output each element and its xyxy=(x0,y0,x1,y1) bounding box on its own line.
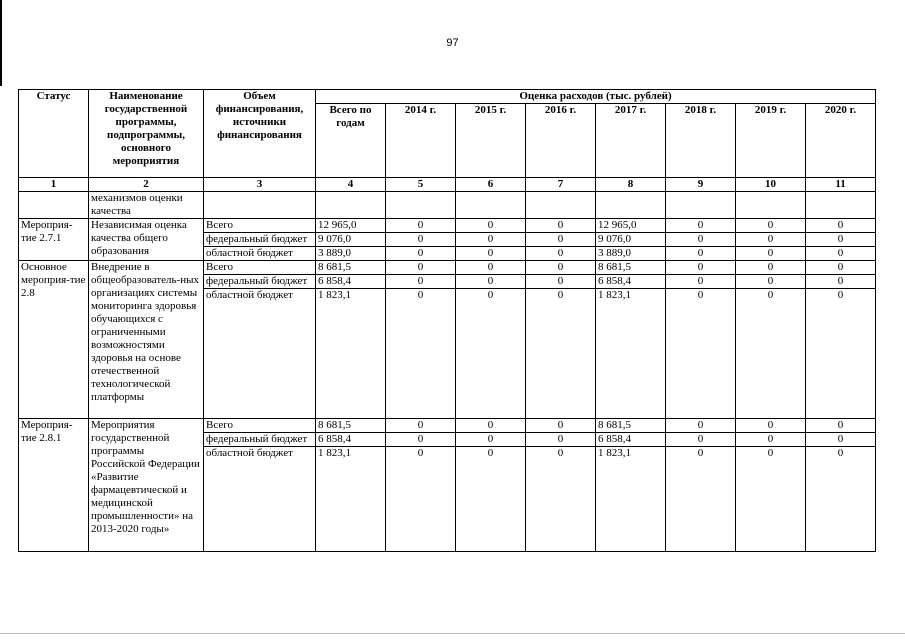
cell-year-value: 0 xyxy=(806,275,876,289)
cell-year-value: 0 xyxy=(666,247,736,261)
cell-total: 6 858,4 xyxy=(316,433,386,447)
cell-year-value: 0 xyxy=(736,233,806,247)
row-funding-source: областной бюджет xyxy=(204,247,316,261)
cell-year-value: 0 xyxy=(386,289,456,419)
cell-year-value: 0 xyxy=(456,447,526,552)
column-number: 3 xyxy=(204,178,316,192)
cell-year-value: 0 xyxy=(526,289,596,419)
cell-total: 9 076,0 xyxy=(316,233,386,247)
cell-year-value: 0 xyxy=(456,247,526,261)
empty-cell xyxy=(204,192,316,219)
continuation-row xyxy=(19,192,876,219)
row-funding-source: Всего xyxy=(204,419,316,433)
empty-cell xyxy=(386,192,456,219)
row-funding-source: федеральный бюджет xyxy=(204,275,316,289)
cell-year-value: 0 xyxy=(736,447,806,552)
cell-year-value: 6 858,4 xyxy=(596,275,666,289)
row-funding-source: Всего xyxy=(204,219,316,233)
cell-total: 3 889,0 xyxy=(316,247,386,261)
cell-year-value: 0 xyxy=(736,289,806,419)
header-total: Всего по годам xyxy=(316,104,386,178)
cell-year-value: 0 xyxy=(526,219,596,233)
cell-year-value: 0 xyxy=(386,275,456,289)
row-status: Основное мероприя-тие 2.8 xyxy=(19,261,89,419)
cell-year-value: 0 xyxy=(526,419,596,433)
cell-year-value: 1 823,1 xyxy=(596,289,666,419)
cell-year-value: 0 xyxy=(666,447,736,552)
cell-year-value: 0 xyxy=(666,219,736,233)
cell-year-value: 0 xyxy=(806,433,876,447)
cell-year-value: 0 xyxy=(526,233,596,247)
row-program-name: Внедрение в общеобразователь-ных организациях системы мониторинга здоровья обучающихся с ограниченными возможностями здоровья на основе отечественной технологической платформы xyxy=(89,261,204,419)
empty-cell xyxy=(19,192,89,219)
empty-cell xyxy=(316,192,386,219)
cell-total: 6 858,4 xyxy=(316,275,386,289)
cell-year-value: 0 xyxy=(736,247,806,261)
column-number: 7 xyxy=(526,178,596,192)
row-status: Мероприя-тие 2.7.1 xyxy=(19,219,89,261)
cell-year-value: 0 xyxy=(736,219,806,233)
header-year: 2018 г. xyxy=(666,104,736,178)
cell-year-value: 0 xyxy=(806,247,876,261)
header-name: Наименование государственной программы, подпрограммы, основного мероприятия xyxy=(89,90,204,178)
cell-year-value: 0 xyxy=(456,219,526,233)
column-number: 11 xyxy=(806,178,876,192)
cell-year-value: 6 858,4 xyxy=(596,433,666,447)
empty-cell xyxy=(736,192,806,219)
table-row xyxy=(19,219,876,233)
header-year: 2019 г. xyxy=(736,104,806,178)
cell-year-value: 0 xyxy=(666,419,736,433)
row-funding-source: федеральный бюджет xyxy=(204,433,316,447)
header-year: 2014 г. xyxy=(386,104,456,178)
cell-year-value: 0 xyxy=(386,233,456,247)
cell-year-value: 0 xyxy=(456,275,526,289)
empty-cell xyxy=(526,192,596,219)
cell-year-value: 0 xyxy=(526,275,596,289)
cell-year-value: 0 xyxy=(806,289,876,419)
cell-year-value: 1 823,1 xyxy=(596,447,666,552)
row-funding-source: Всего xyxy=(204,261,316,275)
cell-year-value: 0 xyxy=(806,233,876,247)
row-funding-source: федеральный бюджет xyxy=(204,233,316,247)
cell-total: 1 823,1 xyxy=(316,289,386,419)
column-number-row xyxy=(19,178,876,192)
cell-year-value: 0 xyxy=(736,433,806,447)
header-year: 2015 г. xyxy=(456,104,526,178)
cell-year-value: 9 076,0 xyxy=(596,233,666,247)
cell-year-value: 0 xyxy=(666,433,736,447)
cell-total: 12 965,0 xyxy=(316,219,386,233)
header-estimate: Оценка расходов (тыс. рублей) xyxy=(316,90,876,104)
row-program-name: Мероприятия государственной программы Российской Федерации «Развитие фармацевтической и медицинской промышленности» на 2013-2020 годы» xyxy=(89,419,204,552)
cell-year-value: 3 889,0 xyxy=(596,247,666,261)
cell-year-value: 0 xyxy=(806,219,876,233)
row-program-name: Независимая оценка качества общего образования xyxy=(89,219,204,261)
column-number: 9 xyxy=(666,178,736,192)
cell-year-value: 8 681,5 xyxy=(596,261,666,275)
cell-year-value: 0 xyxy=(666,233,736,247)
cell-year-value: 0 xyxy=(456,261,526,275)
cell-year-value: 0 xyxy=(386,247,456,261)
cell-total: 8 681,5 xyxy=(316,419,386,433)
table-row xyxy=(19,419,876,433)
column-number: 2 xyxy=(89,178,204,192)
column-number: 8 xyxy=(596,178,666,192)
empty-cell xyxy=(666,192,736,219)
column-number: 4 xyxy=(316,178,386,192)
bottom-edge-line xyxy=(0,633,905,634)
cell-year-value: 0 xyxy=(456,289,526,419)
continuation-text: механизмов оценки качества xyxy=(89,192,204,219)
table-row xyxy=(19,261,876,275)
cell-year-value: 0 xyxy=(456,419,526,433)
cell-year-value: 0 xyxy=(386,419,456,433)
budget-table xyxy=(18,89,876,552)
cell-total: 1 823,1 xyxy=(316,447,386,552)
column-number: 1 xyxy=(19,178,89,192)
cell-year-value: 0 xyxy=(386,261,456,275)
cell-year-value: 0 xyxy=(666,289,736,419)
cell-year-value: 0 xyxy=(736,261,806,275)
empty-cell xyxy=(596,192,666,219)
cell-year-value: 0 xyxy=(386,447,456,552)
row-status: Мероприя-тие 2.8.1 xyxy=(19,419,89,552)
cell-year-value: 0 xyxy=(806,447,876,552)
column-number: 5 xyxy=(386,178,456,192)
row-funding-source: областной бюджет xyxy=(204,447,316,552)
header-financing: Объем финансирования, источники финансирования xyxy=(204,90,316,178)
cell-year-value: 0 xyxy=(736,275,806,289)
empty-cell xyxy=(456,192,526,219)
header-year: 2016 г. xyxy=(526,104,596,178)
cell-year-value: 8 681,5 xyxy=(596,419,666,433)
cell-year-value: 12 965,0 xyxy=(596,219,666,233)
header-year: 2020 г. xyxy=(806,104,876,178)
cell-year-value: 0 xyxy=(526,247,596,261)
cell-year-value: 0 xyxy=(666,261,736,275)
cell-year-value: 0 xyxy=(456,233,526,247)
header-status: Статус xyxy=(19,90,89,178)
header-year: 2017 г. xyxy=(596,104,666,178)
cell-total: 8 681,5 xyxy=(316,261,386,275)
cell-year-value: 0 xyxy=(526,433,596,447)
row-funding-source: областной бюджет xyxy=(204,289,316,419)
cell-year-value: 0 xyxy=(526,261,596,275)
column-number: 6 xyxy=(456,178,526,192)
cell-year-value: 0 xyxy=(526,447,596,552)
cell-year-value: 0 xyxy=(806,261,876,275)
cell-year-value: 0 xyxy=(736,419,806,433)
cell-year-value: 0 xyxy=(386,433,456,447)
page-number: 97 xyxy=(446,37,459,49)
empty-cell xyxy=(806,192,876,219)
cell-year-value: 0 xyxy=(666,275,736,289)
cell-year-value: 0 xyxy=(386,219,456,233)
cell-year-value: 0 xyxy=(806,419,876,433)
column-number: 10 xyxy=(736,178,806,192)
cell-year-value: 0 xyxy=(456,433,526,447)
